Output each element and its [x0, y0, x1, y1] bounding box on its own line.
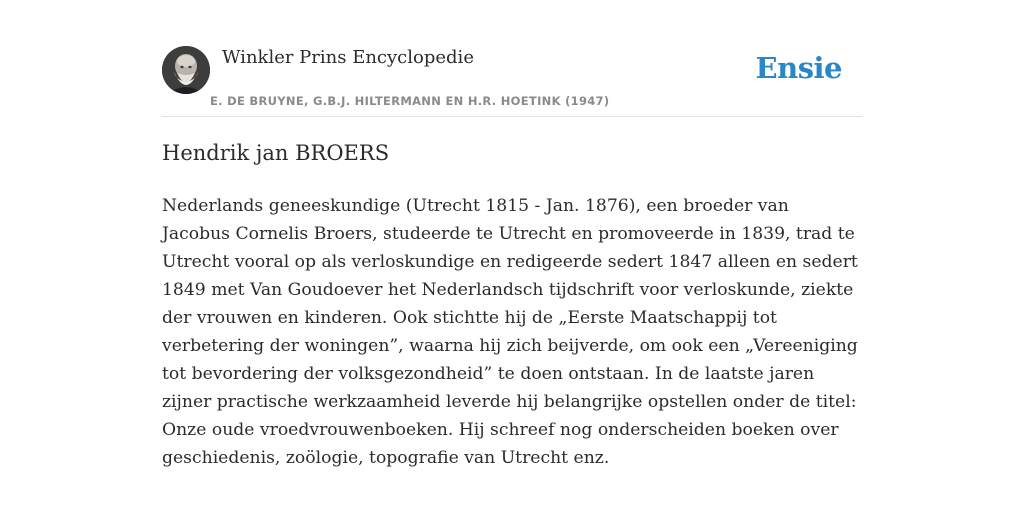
bearded-man-portrait-icon	[162, 46, 210, 94]
ensie-logo[interactable]: Ensie	[755, 51, 842, 85]
entry-body: Nederlands geneeskundige (Utrecht 1815 - Jan. 1876), een broeder van Jacobus Cornelis Broers, studeerde te Utrecht en promoveerde in 1839, trad te Utrecht vooral op als verloskundige en redigeerde sedert 1847 alleen en sedert 1849 met Van Goudoever het Nederlandsch tijdschrift voor verloskunde, ziekte der vrouwen en kinderen. Ook stichtte hij de „Eerste Maatschappij tot verbetering der woningen”, waarna hij zich beijverde, om ook een „Vereeniging tot bevordering der volksgezondheid” te doen ontstaan. In de laatste jaren zijner practische werkzaamheid leverde hij belangrijke opstellen onder de titel: Onze oude vroedvrouwenboeken. Hij schreef nog onderscheiden boeken over geschiedenis, zoölogie, topografie van Utrecht enz.	[162, 196, 858, 468]
authors-byline: E. DE BRUYNE, G.B.J. HILTERMANN EN H.R. HOETINK (1947)	[210, 94, 610, 108]
avatar[interactable]	[162, 46, 210, 94]
page-header	[162, 46, 862, 117]
entry-title: Hendrik jan BROERS	[162, 141, 390, 165]
encyclopedia-title[interactable]: Winkler Prins Encyclopedie	[222, 47, 474, 68]
